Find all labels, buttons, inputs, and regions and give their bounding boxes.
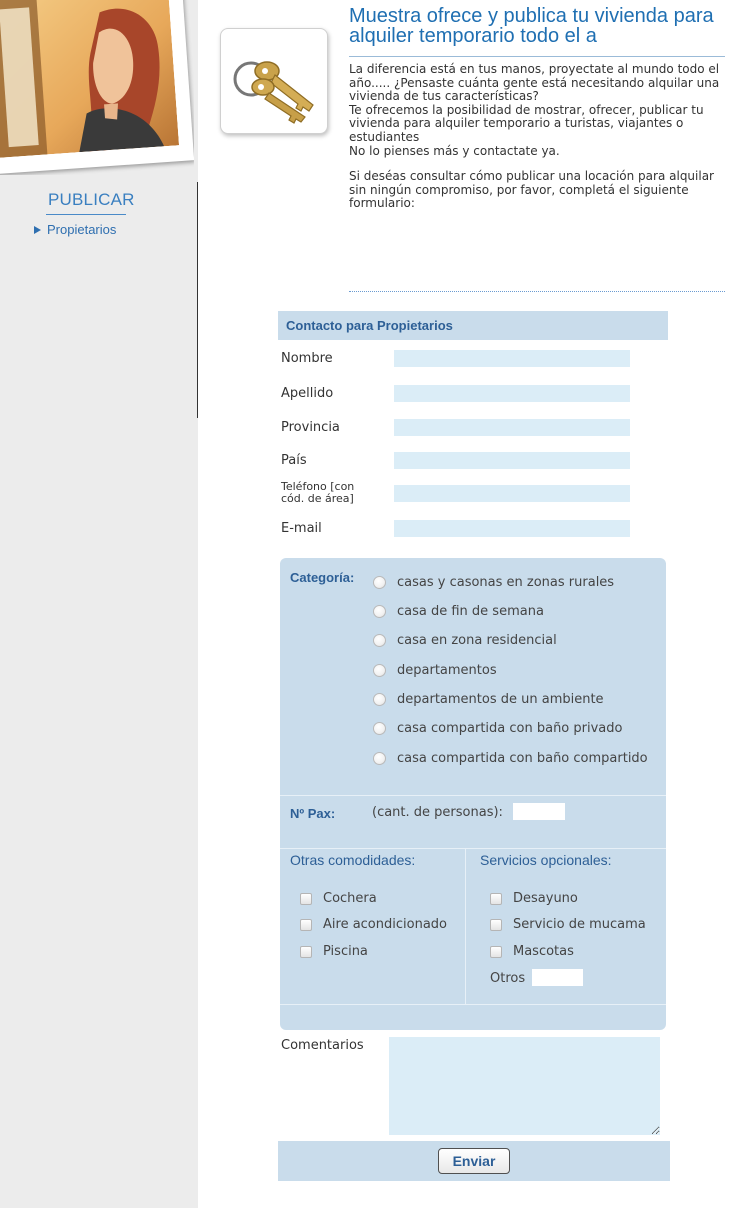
comodidades-title: Otras comodidades: <box>290 852 416 868</box>
keys-icon <box>221 29 327 133</box>
telefono-input[interactable] <box>394 485 630 502</box>
nombre-input[interactable] <box>394 350 630 367</box>
panel-divider <box>280 1004 666 1005</box>
otros-label: Otros <box>490 971 526 986</box>
categoria-label: Categoría: <box>290 570 355 585</box>
pais-label: País <box>281 453 307 468</box>
comodidad-label: Piscina <box>323 944 368 959</box>
otros-input[interactable] <box>532 969 583 986</box>
sidebar-photo <box>0 0 194 175</box>
categoria-option-label: casas y casonas en zonas rurales <box>397 575 615 590</box>
categoria-option[interactable] <box>373 692 604 707</box>
telefono-label-line: Teléfono [con <box>281 480 355 493</box>
pais-input[interactable] <box>394 452 630 469</box>
pax-input[interactable] <box>513 803 565 820</box>
sidebar-vertical-line <box>197 182 198 418</box>
triangle-right-icon <box>34 226 41 234</box>
servicio-label: Mascotas <box>513 944 574 959</box>
radio-button[interactable] <box>373 634 386 647</box>
checkbox[interactable] <box>300 946 312 958</box>
comentarios-label: Comentarios <box>281 1038 364 1053</box>
submit-button[interactable]: Enviar <box>438 1148 510 1174</box>
categoria-option-label: departamentos de un ambiente <box>397 692 604 707</box>
servicio-label: Desayuno <box>513 891 578 906</box>
categoria-option-label: casa de fin de semana <box>397 604 544 619</box>
categoria-option-label: casa compartida con baño compartido <box>397 751 648 766</box>
provincia-label: Provincia <box>281 420 340 435</box>
pax-label: Nº Pax: <box>290 806 336 821</box>
title-line-1: Muestra ofrece y publica tu vivienda para <box>349 6 714 27</box>
categoria-option[interactable] <box>373 604 544 619</box>
checkbox[interactable] <box>300 919 312 931</box>
nombre-label: Nombre <box>281 351 333 366</box>
servicio-label: Servicio de mucama <box>513 917 646 932</box>
comodidad-option[interactable] <box>300 891 377 906</box>
categoria-option-label: casa en zona residencial <box>397 633 557 648</box>
servicio-option[interactable] <box>490 944 574 959</box>
categoria-option[interactable] <box>373 751 648 766</box>
categoria-option-label: departamentos <box>397 663 497 678</box>
sidebar-item-propietarios[interactable] <box>34 222 116 237</box>
servicio-option[interactable] <box>490 891 578 906</box>
sidebar-divider <box>46 214 126 215</box>
email-input[interactable] <box>394 520 630 537</box>
comentarios-textarea[interactable] <box>389 1037 660 1135</box>
apellido-label: Apellido <box>281 386 334 401</box>
radio-button[interactable] <box>373 664 386 677</box>
page-title <box>349 6 739 46</box>
servicios-title: Servicios opcionales: <box>480 852 612 868</box>
email-label: E-mail <box>281 521 322 536</box>
panel-divider <box>280 848 666 849</box>
comodidad-label: Aire acondicionado <box>323 917 447 932</box>
columns-divider <box>465 848 466 1004</box>
sidebar <box>0 0 198 1208</box>
categoria-option-label: casa compartida con baño privado <box>397 721 623 736</box>
categoria-option[interactable] <box>373 633 557 648</box>
comodidad-option[interactable] <box>300 917 447 932</box>
comodidad-option[interactable] <box>300 944 368 959</box>
sidebar-section-title: PUBLICAR <box>48 190 135 209</box>
radio-button[interactable] <box>373 576 386 589</box>
intro-paragraph: No lo pienses más y contactate ya. <box>349 143 560 158</box>
radio-button[interactable] <box>373 605 386 618</box>
radio-button[interactable] <box>373 693 386 706</box>
checkbox[interactable] <box>490 893 502 905</box>
checkbox[interactable] <box>300 893 312 905</box>
title-divider <box>349 56 725 57</box>
apellido-input[interactable] <box>394 385 630 402</box>
radio-button[interactable] <box>373 722 386 735</box>
pax-hint: (cant. de personas): <box>372 805 503 820</box>
form-title: Contacto para Propietarios <box>278 311 668 340</box>
options-panel <box>280 558 666 1030</box>
comodidad-label: Cochera <box>323 891 377 906</box>
woman-photo-image <box>0 0 179 158</box>
radio-button[interactable] <box>373 752 386 765</box>
categoria-option[interactable] <box>373 721 622 736</box>
checkbox[interactable] <box>490 919 502 931</box>
intro-paragraph: Si deséas consultar cómo publicar una locación para alquilar sin ningún compromiso, por favor, completá el siguiente formulario: <box>349 169 714 211</box>
categoria-option[interactable] <box>373 663 497 678</box>
intro-text <box>349 63 729 211</box>
categoria-option[interactable] <box>373 575 614 590</box>
servicio-option[interactable] <box>490 917 646 932</box>
intro-paragraph: Te ofrecemos la posibilidad de mostrar, ofrecer, publicar tu vivienda para alquiler temporario a turistas, viajantes o estudiantes <box>349 102 704 144</box>
telefono-label <box>281 481 354 505</box>
telefono-label-line: cód. de área] <box>281 492 354 505</box>
title-line-2: alquiler temporario todo el a <box>349 25 597 46</box>
checkbox[interactable] <box>490 946 502 958</box>
sidebar-item-label: Propietarios <box>47 222 117 237</box>
keys-image <box>220 28 328 134</box>
dotted-divider <box>349 291 725 292</box>
provincia-input[interactable] <box>394 419 630 436</box>
panel-divider <box>280 795 666 796</box>
intro-paragraph: La diferencia está en tus manos, proyectate al mundo todo el año..... ¿Pensaste cuánta gente está necesitando alquilar una vivienda de tus características? <box>349 62 720 104</box>
